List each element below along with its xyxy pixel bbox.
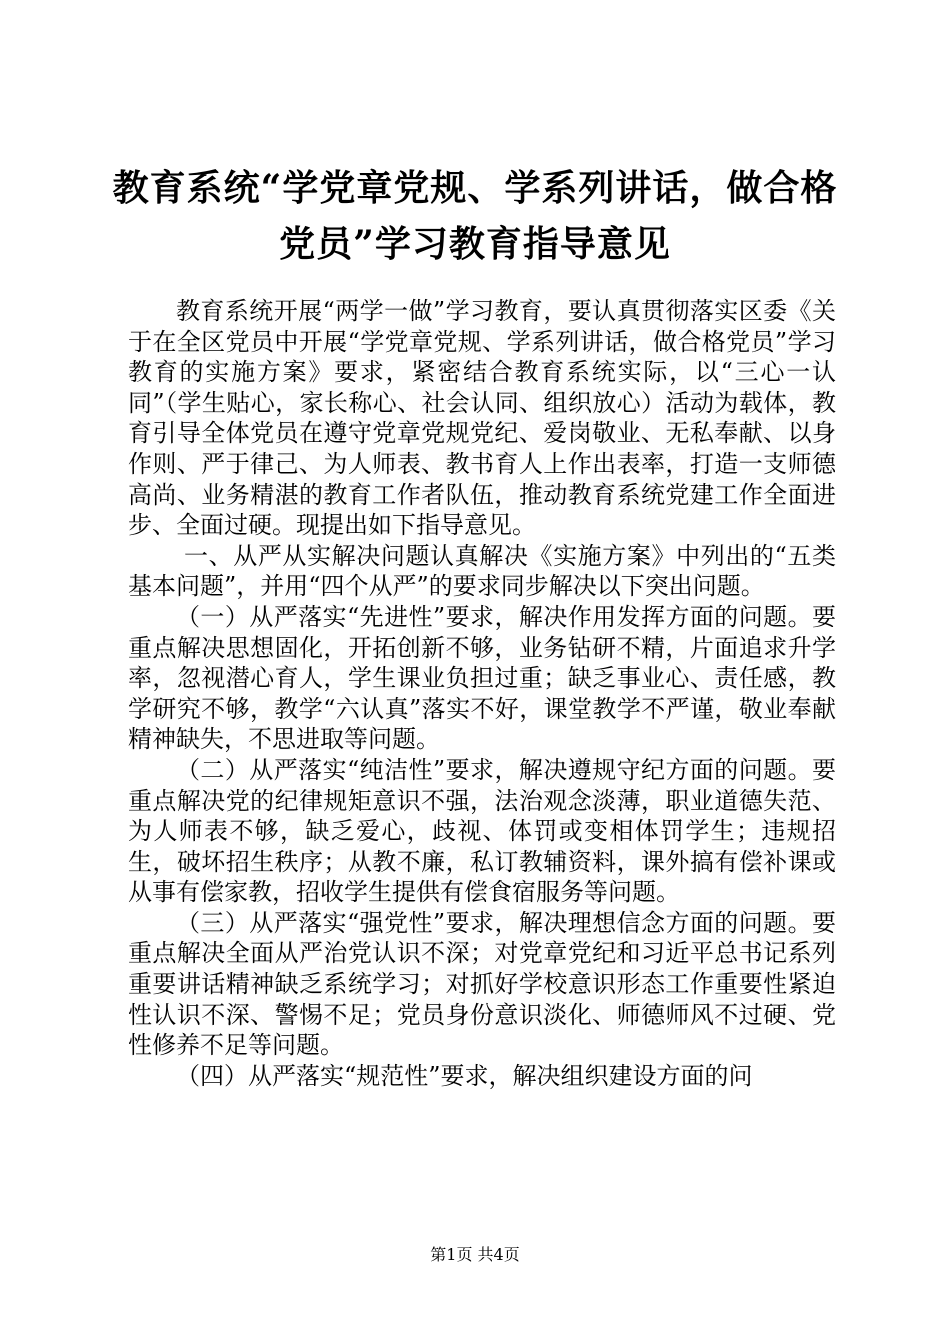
paragraph-section-1: 一、从严从实解决问题认真解决《实施方案》中列出的“五类基本问题”，并用“四个从严”的要求同步解决以下突出问题。 bbox=[128, 541, 836, 601]
paragraph-item-4: （四）从严落实“规范性”要求，解决组织建设方面的问 bbox=[176, 1061, 753, 1090]
paragraph-item-1: （一）从严落实“先进性”要求，解决作用发挥方面的问题。要重点解决思想固化，开拓创新不够，业务钻研不精，片面追求升学率，忽视潜心育人，学生课业负担过重；缺乏事业心、责任感，教学研究不够，教学“六认真”落实不好，课堂教学不严谨，敬业奉献精神缺失，不思进取等问题。 bbox=[128, 602, 836, 754]
paragraph-intro: 教育系统开展“两学一做”学习教育，要认真贯彻落实区委《关于在全区党员中开展“学党章党规、学系列讲话，做合格党员”学习教育的实施方案》要求，紧密结合教育系统实际，以“三心一认同”（学生贴心，家长称心、社会认同、组织放心）活动为载体，教育引导全体党员在遵守党章党规党纪、爱岗敬业、无私奉献、以身作则、严于律己、为人师表、教书育人上作出表率，打造一支师德高尚、业务精湛的教育工作者队伍，推动教育系统党建工作全面进步、全面过硬。现提出如下指导意见。 bbox=[128, 297, 836, 540]
paragraph-item-2: （二）从严落实“纯洁性”要求，解决遵规守纪方面的问题。要重点解决党的纪律规矩意识不强，法治观念淡薄，职业道德失范、为人师表不够，缺乏爱心，歧视、体罚或变相体罚学生；违规招生，破坏招生秩序；从教不廉，私订教辅资料，课外搞有偿补课或从事有偿家教，招收学生提供有偿食宿服务等问题。 bbox=[128, 755, 836, 907]
document-title bbox=[100, 160, 850, 272]
paragraph-item-3: （三）从严落实“强党性”要求，解决理想信念方面的问题。要重点解决全面从严治党认识不深；对党章党纪和习近平总书记系列重要讲话精神缺乏系统学习；对抓好学校意识形态工作重要性紧迫性认识不深、警惕不足；党员身份意识淡化、师德师风不过硬、党性修养不足等问题。 bbox=[128, 908, 836, 1060]
title-line-1: 教育系统“学党章党规、学系列讲话，做合格 bbox=[112, 167, 838, 209]
document-body bbox=[128, 296, 836, 1091]
title-line-2: 党员”学习教育指导意见 bbox=[279, 223, 671, 265]
page-footer: 第1页 共4页 bbox=[430, 1245, 520, 1264]
